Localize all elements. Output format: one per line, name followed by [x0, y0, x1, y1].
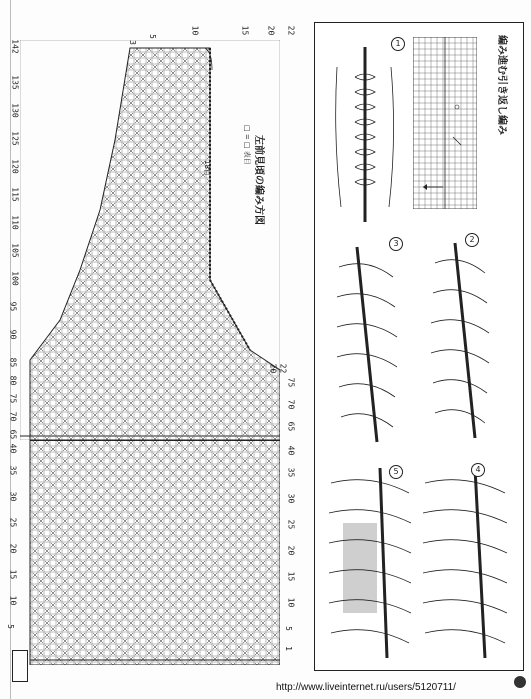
row-num: 35 [286, 467, 296, 478]
row-num: 25 [286, 519, 296, 530]
row-num: 20 [8, 543, 18, 554]
chart-title: 左前見頃の編み方図 [253, 135, 264, 225]
step-2-illustration [415, 233, 505, 443]
row-num: 40 [8, 443, 18, 454]
row-num: 120 [10, 159, 20, 174]
row-num: 35 [8, 465, 18, 476]
row-num: 20 [286, 545, 296, 556]
row-num: 70 [286, 399, 296, 410]
row-num: 110 [10, 215, 20, 230]
right-count-22: 22 [278, 363, 288, 374]
row-num: 75 [286, 377, 296, 388]
row-num: 70 [8, 411, 18, 422]
row-num: 135 [10, 75, 20, 90]
step-5-illustration [325, 463, 415, 663]
step-number-2: 2 [465, 233, 479, 247]
step-number-1: 1 [391, 37, 405, 51]
row-num: 30 [8, 491, 18, 502]
row-num: 115 [10, 187, 20, 202]
step-4-illustration [415, 463, 515, 663]
row-num: 40 [286, 445, 296, 456]
row-num: 65 [286, 421, 296, 432]
row-num: 100 [10, 271, 20, 286]
row-num: 95 [8, 301, 18, 312]
top-count-15: 15 [240, 25, 250, 36]
right-count-20: 20 [268, 363, 278, 374]
row-num: 125 [10, 131, 20, 146]
top-count-22: 22 [286, 25, 296, 36]
source-url[interactable]: http://www.liveinternet.ru/users/5120711/ [276, 682, 456, 693]
row-num: 75 [8, 393, 18, 404]
step-number-5: 5 [389, 465, 403, 479]
row-num: 65 [8, 429, 18, 440]
instruction-panel [314, 22, 524, 671]
top-count-5: 5 [147, 34, 157, 39]
row-num: 85 [8, 357, 18, 368]
step-1-illustration [325, 37, 405, 227]
row-num: 90 [8, 329, 18, 340]
knitting-chart-upper [20, 40, 280, 440]
page-corner-mark [514, 676, 526, 688]
knitting-chart-lower [20, 440, 280, 665]
step-number-4: 4 [471, 463, 485, 477]
row-numbers-right [283, 370, 302, 660]
row-num: 5 [5, 624, 15, 629]
chart-legend: □ = □ 表目 [243, 125, 251, 165]
row-num: 130 [10, 103, 20, 118]
row-num: 10 [8, 595, 18, 606]
row-num: 105 [10, 243, 20, 258]
chart-mark-18: 18目 [203, 160, 211, 176]
row-num: 80 [8, 375, 18, 386]
step-3-illustration [327, 237, 417, 447]
row-num: 10 [286, 597, 296, 608]
row-num: 142 [10, 39, 20, 54]
row-num: 15 [8, 569, 18, 580]
chart-right-counts [250, 360, 290, 390]
top-count-10: 10 [190, 25, 200, 36]
bottom-left-box [12, 650, 28, 682]
top-count-3: 3 [127, 40, 137, 45]
panel-title: 編み進む引き返し編み [496, 35, 507, 135]
panel-mini-chart [413, 37, 477, 209]
row-num: 15 [286, 571, 296, 582]
top-count-20: 20 [266, 25, 276, 36]
row-num: 5 [283, 626, 293, 631]
row-num: 30 [286, 493, 296, 504]
row-num: 25 [8, 517, 18, 528]
step-number-3: 3 [389, 237, 403, 251]
row-num: 1 [283, 646, 293, 651]
